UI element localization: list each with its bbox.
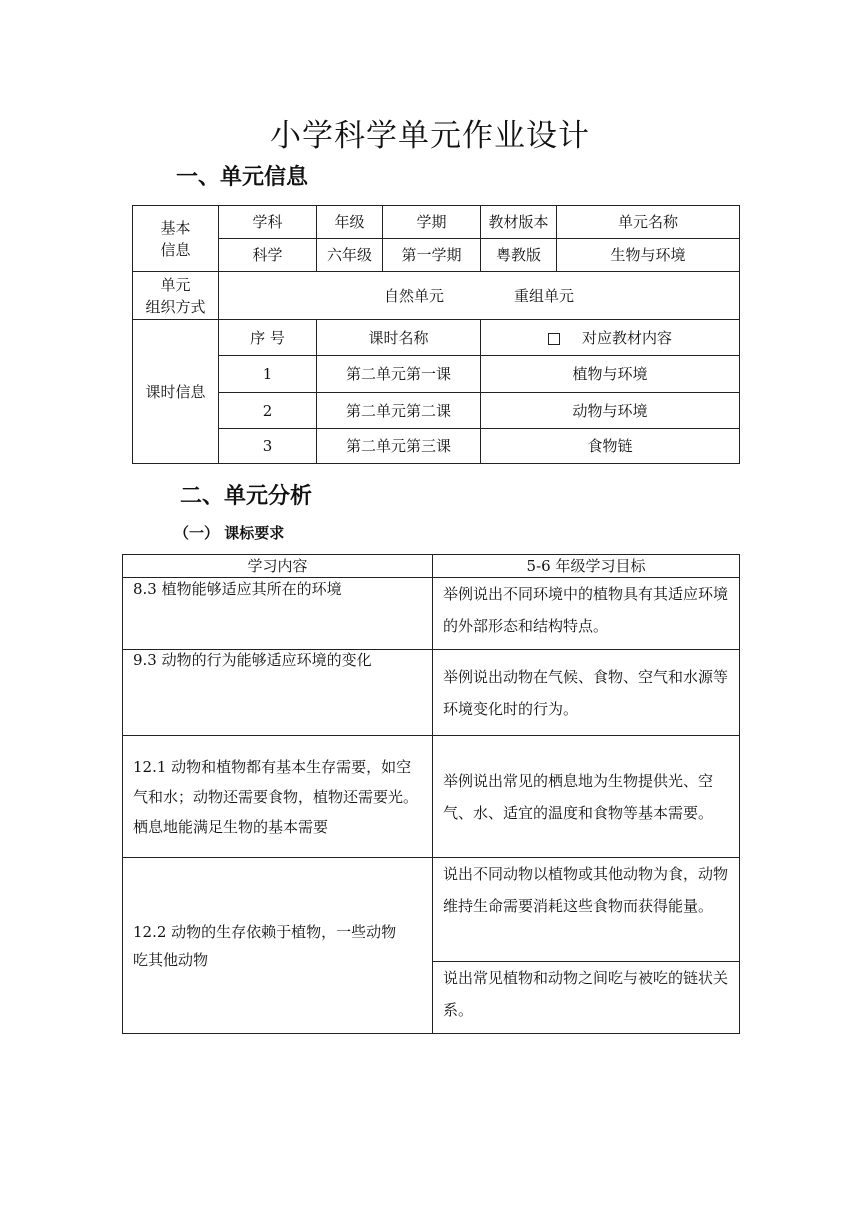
std-row-content: 12.2 动物的生存依赖于植物，一些动物吃其他动物 <box>123 858 433 1034</box>
header-subject: 学科 <box>219 206 317 239</box>
org-label: 单元 组织方式 <box>133 272 219 320</box>
lesson-header-name: 课时名称 <box>317 320 481 356</box>
std-row-goal: 说出不同动物以植物或其他动物为食，动物维持生命需要消耗这些食物而获得能量。 <box>433 858 740 962</box>
std-row-goal: 举例说出不同环境中的植物具有其适应环境的外部形态和结构特点。 <box>433 578 740 650</box>
unit-info-table <box>132 205 740 464</box>
lesson-header-no: 序 号 <box>219 320 317 356</box>
standards-table <box>122 554 740 1034</box>
value-grade: 六年级 <box>317 239 383 272</box>
lesson-no: 2 <box>219 393 317 429</box>
std-row-goal: 说出常见植物和动物之间吃与被吃的链状关系。 <box>433 962 740 1034</box>
org-option-regrouped: 重组单元 <box>514 286 575 305</box>
std-row-goal: 举例说出动物在气候、食物、空气和水源等环境变化时的行为。 <box>433 650 740 736</box>
std-header-content: 学习内容 <box>123 555 433 578</box>
header-textbook: 教材版本 <box>481 206 557 239</box>
org-options <box>219 272 740 320</box>
lesson-content: 食物链 <box>481 429 740 464</box>
lesson-name: 第二单元第三课 <box>317 429 481 464</box>
value-subject: 科学 <box>219 239 317 272</box>
std-row-content: 8.3 植物能够适应其所在的环境 <box>123 578 433 650</box>
section-heading-unit-info: 一、单元信息 <box>176 165 309 190</box>
lesson-content: 动物与环境 <box>481 393 740 429</box>
lesson-no: 3 <box>219 429 317 464</box>
lesson-content: 植物与环境 <box>481 356 740 393</box>
lesson-info-label: 课时信息 <box>133 320 219 464</box>
std-row-content: 12.1 动物和植物都有基本生存需要，如空气和水；动物还需要食物，植物还需要光。栖息地能满足生物的基本需要 <box>123 736 433 858</box>
org-option-natural: 自然单元 <box>384 286 445 305</box>
checkbox-icon <box>548 333 560 345</box>
value-term: 第一学期 <box>383 239 481 272</box>
value-unit-name: 生物与环境 <box>557 239 740 272</box>
section-heading-unit-analysis: 二、单元分析 <box>180 484 313 509</box>
header-grade: 年级 <box>317 206 383 239</box>
lesson-header-content: 对应教材内容 <box>481 320 740 356</box>
page-title: 小学科学单元作业设计 <box>270 118 590 154</box>
header-unit-name: 单元名称 <box>557 206 740 239</box>
lesson-no: 1 <box>219 356 317 393</box>
std-row-content: 9.3 动物的行为能够适应环境的变化 <box>123 650 433 736</box>
lesson-name: 第二单元第一课 <box>317 356 481 393</box>
basic-info-label: 基本 信息 <box>133 206 219 272</box>
std-header-goal: 5-6 年级学习目标 <box>433 555 740 578</box>
header-term: 学期 <box>383 206 481 239</box>
subsection-heading-standards: （一） 课标要求 <box>174 524 285 542</box>
std-row-goal: 举例说出常见的栖息地为生物提供光、空气、水、适宜的温度和食物等基本需要。 <box>433 736 740 858</box>
value-textbook: 粤教版 <box>481 239 557 272</box>
lesson-name: 第二单元第二课 <box>317 393 481 429</box>
